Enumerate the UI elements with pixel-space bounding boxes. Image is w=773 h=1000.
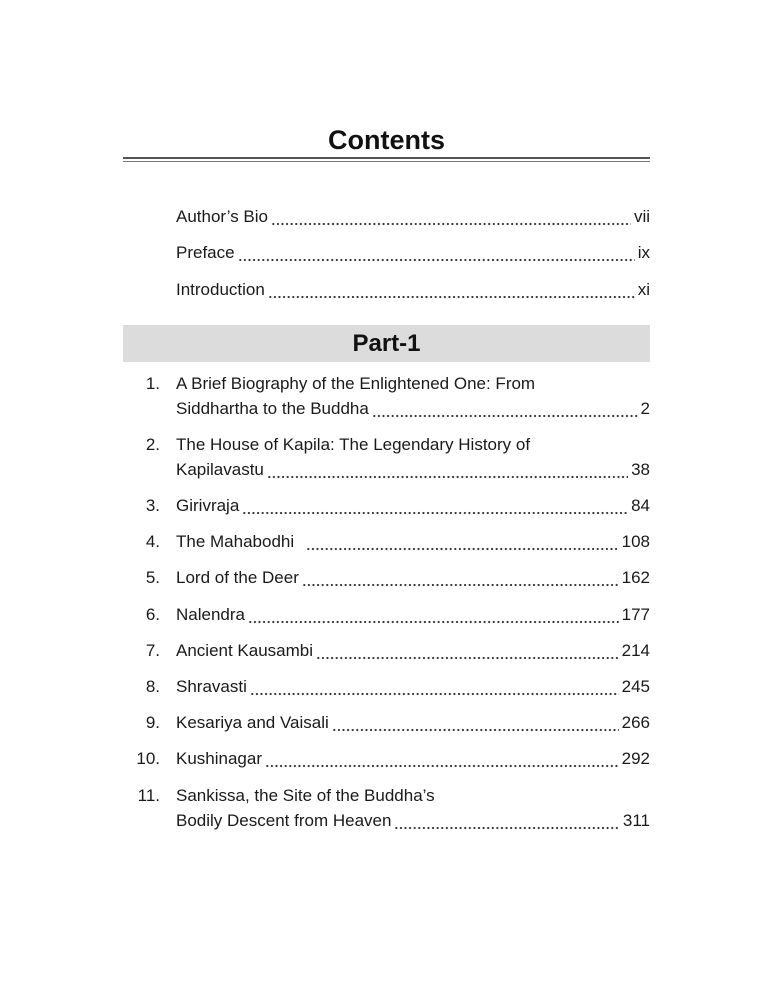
entry-title: Introduction: [176, 280, 265, 299]
chapter-number: 10.: [136, 749, 160, 768]
page-number: 38: [631, 460, 650, 479]
entry-title: Kapilavastu: [176, 460, 264, 479]
chapter-number: 2.: [145, 435, 160, 454]
page-number: 266: [621, 713, 650, 732]
toc-entry-introduction[interactable]: [176, 278, 650, 302]
dot-leader: [248, 605, 619, 627]
page-number: vii: [633, 207, 650, 226]
chapter-number: 7.: [145, 641, 160, 660]
toc-entry-authors-bio[interactable]: [176, 205, 650, 229]
toc-entry-chapter-9[interactable]: [176, 711, 650, 735]
page-number: 84: [631, 496, 650, 515]
entry-title: Shravasti: [176, 677, 247, 696]
toc-entry-chapter-6[interactable]: [176, 603, 650, 627]
dot-leader: [306, 532, 618, 554]
entry-title: Author’s Bio: [176, 207, 268, 226]
chapter-number: 6.: [145, 605, 160, 624]
dot-leader: [250, 677, 619, 699]
dot-leader: [316, 641, 619, 663]
entry-title: Girivraja: [176, 496, 240, 515]
page-number: 245: [621, 677, 650, 696]
page-title: Contents: [328, 125, 445, 155]
page-number: 177: [621, 605, 650, 624]
entry-title: Kesariya and Vaisali: [176, 713, 329, 732]
entry-title: Kushinagar: [176, 749, 263, 768]
dot-leader: [267, 460, 628, 482]
entry-title: Siddhartha to the Buddha: [176, 399, 369, 418]
dot-leader: [265, 749, 619, 771]
dot-leader: [242, 496, 628, 518]
entry-title: The Mahabodhi: [176, 532, 295, 551]
dot-leader: [271, 207, 631, 229]
chapter-number: 8.: [145, 677, 160, 696]
entry-title: Ancient Kausambi: [176, 641, 314, 660]
chapter-number: 11.: [137, 786, 160, 805]
chapter-number: 3.: [145, 496, 160, 515]
toc-entry-preface[interactable]: [176, 241, 650, 265]
toc-entry-chapter-1[interactable]: [176, 397, 650, 421]
dot-leader: [268, 280, 635, 302]
toc-entry-chapter-8[interactable]: [176, 675, 650, 699]
toc-entry-chapter-11[interactable]: [176, 809, 650, 833]
dot-leader: [372, 399, 638, 421]
toc-entry-chapter-4[interactable]: [176, 530, 650, 554]
chapter-number: 9.: [145, 713, 160, 732]
part-heading: [123, 325, 650, 362]
entry-title: Preface: [176, 243, 235, 262]
dot-leader: [394, 811, 619, 833]
title-rule: [123, 157, 650, 159]
toc-entry-chapter-10[interactable]: [176, 747, 650, 771]
page-number: 214: [621, 641, 650, 660]
chapter-title-line: A Brief Biography of the Enlightened One: From: [176, 374, 536, 393]
title-rule-thin: [123, 161, 650, 162]
toc-entry-chapter-5[interactable]: [176, 566, 650, 590]
chapter-title-line: Sankissa, the Site of the Buddha’s: [176, 786, 435, 805]
part-label: Part-1: [352, 330, 421, 357]
entry-title: Nalendra: [176, 605, 245, 624]
page-number: 292: [621, 749, 650, 768]
chapter-title-line: The House of Kapila: The Legendary History of: [176, 435, 531, 454]
page-number: ix: [637, 243, 650, 262]
entry-title: Lord of the Deer: [176, 568, 299, 587]
page-number: 2: [640, 399, 650, 418]
toc-entry-chapter-3[interactable]: [176, 494, 650, 518]
page-number: 108: [621, 532, 650, 551]
dot-leader: [238, 243, 635, 265]
page-number: xi: [637, 280, 650, 299]
dot-leader: [302, 568, 619, 590]
page-number: 311: [622, 811, 650, 830]
toc-entry-chapter-2[interactable]: [176, 458, 650, 482]
entry-title: Bodily Descent from Heaven: [176, 811, 392, 830]
dot-leader: [332, 713, 619, 735]
chapter-number: 4.: [145, 532, 160, 551]
toc-entry-chapter-7[interactable]: [176, 639, 650, 663]
chapter-number: 5.: [145, 568, 160, 587]
chapter-number: 1.: [145, 374, 160, 393]
page-number: 162: [621, 568, 650, 587]
